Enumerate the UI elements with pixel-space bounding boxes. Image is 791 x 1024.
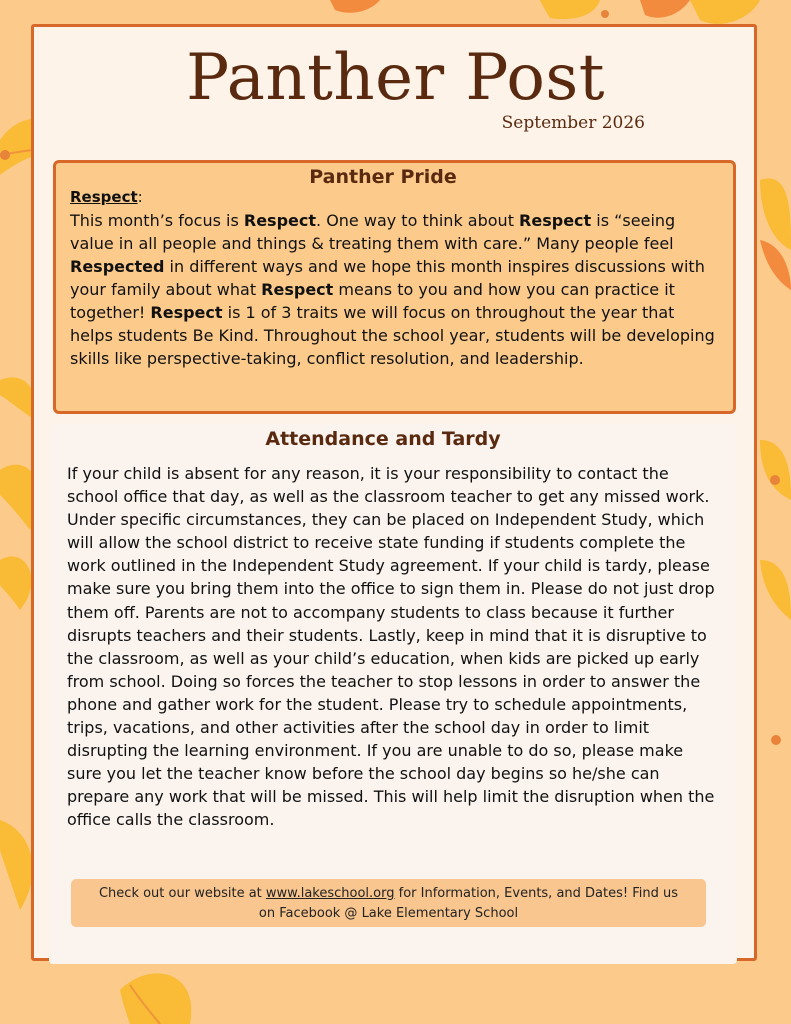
leaf-icon: [760, 560, 791, 620]
text-run: is 1 of 3 traits we will focus on throughout the year that helps students Be Kind. Throughout the school year, students will be developing skills like perspective-taking, conflict resolution, and leadership.: [70, 303, 715, 368]
leaf-icon: [540, 0, 600, 19]
website-link[interactable]: www.lakeschool.org: [265, 886, 395, 901]
bold-text-run: Respect: [261, 280, 334, 299]
leaf-icon: [120, 973, 191, 1024]
text-run: is “seeing value in all people and things & treating them with care.” Many people feel: [70, 211, 676, 253]
website-callout-text-before: Check out our website at: [98, 886, 266, 901]
leaf-icon: [0, 820, 33, 910]
leaf-icon: [760, 240, 791, 290]
leaf-icon: [0, 556, 31, 610]
panther-pride-body: [70, 209, 720, 370]
bold-text-run: Respected: [70, 257, 165, 276]
attendance-heading: Attendance and Tardy: [265, 428, 501, 450]
leaf-icon: [640, 0, 690, 18]
respect-colon: :: [137, 188, 143, 206]
attendance-body: If your child is absent for any reason, it is your responsibility to contact the school office that day, as well as the classroom teacher to get any missed work. Under specific circumstances, they can be placed on Independent Study, which will allow the school district to receive state funding if students complete the work outlined in the Independent Study agreement. If your child is tardy, please make sure you bring them into the office to sign them in. Please do not just drop them off. Parents are not to accompany students to class because it further disrupts teachers and their students. Lastly, keep in mind that it is disruptive to the classroom, as well as your child’s education, when kids are picked up early from school. Doing so forces the teacher to stop lessons in order to answer the phone and gather work for the student. Please try to schedule appointments, trips, vacations, and other activities after the school day in order to limit disrupting the learning environment. If you are unable to do so, please make sure you let the teacher know before the school day begins so he/she can prepare any work that will be missed. This will help limit the disruption when the office calls the classroom.: [67, 464, 715, 830]
newsletter-date: September 2026: [501, 113, 645, 133]
bold-text-run: Respect: [243, 211, 317, 230]
bold-text-run: Respect: [150, 303, 223, 322]
leaf-icon: [760, 178, 791, 250]
newsletter-title: Panther Post: [186, 41, 605, 115]
text-run: This month’s focus is: [70, 211, 244, 230]
leaf-icon: [330, 0, 380, 13]
bold-text-run: Respect: [519, 211, 592, 230]
website-callout: [71, 879, 706, 927]
website-callout-text-after: for Information, Events, and Dates! Find us on Facebook @ Lake Elementary School: [258, 886, 679, 921]
respect-subheading: [70, 188, 143, 206]
text-run: in different ways and we hope this month inspires discussions with your family about what: [70, 257, 705, 299]
leaf-icon: [690, 0, 760, 24]
text-run: means to you and how you can practice it together!: [70, 280, 675, 322]
text-run: . One way to think about: [316, 211, 520, 230]
panther-pride-heading: Panther Pride: [309, 166, 457, 188]
respect-label: Respect: [70, 188, 138, 206]
